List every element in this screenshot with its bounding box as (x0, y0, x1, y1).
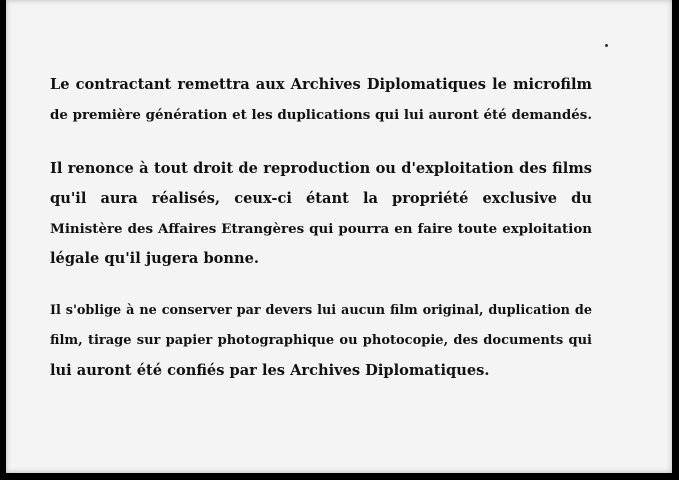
paragraph-line: film, tirage sur papier photographique ou photocopie, des documents qui (50, 333, 592, 348)
scan-border-right (672, 0, 679, 480)
paragraph-line: Le contractant remettra aux Archives Diplomatiques le microfilm (50, 76, 592, 93)
paragraph-line: de première génération et les duplications qui lui auront été demandés. (50, 107, 592, 123)
paragraph-microfilm-delivery (50, 70, 592, 130)
paragraph-line: Ministère des Affaires Etrangères qui pourra en faire toute exploitation (50, 221, 592, 237)
paragraph-line: Il s'oblige à ne conserver par devers lui aucun film original, duplication de (50, 303, 592, 318)
paragraph-line: Il renonce à tout droit de reproduction ou d'exploitation des films (50, 160, 592, 177)
paragraph-line: qu'il aura réalisés, ceux-ci étant la propriété exclusive du (50, 190, 592, 207)
paragraph-no-retention (50, 296, 592, 386)
paragraph-reproduction-rights (50, 154, 592, 274)
paragraph-line: lui auront été confiés par les Archives Diplomatiques. (50, 362, 490, 379)
dust-speck (605, 44, 608, 47)
scan-border-bottom (0, 473, 679, 480)
paragraph-line: légale qu'il jugera bonne. (50, 250, 259, 267)
